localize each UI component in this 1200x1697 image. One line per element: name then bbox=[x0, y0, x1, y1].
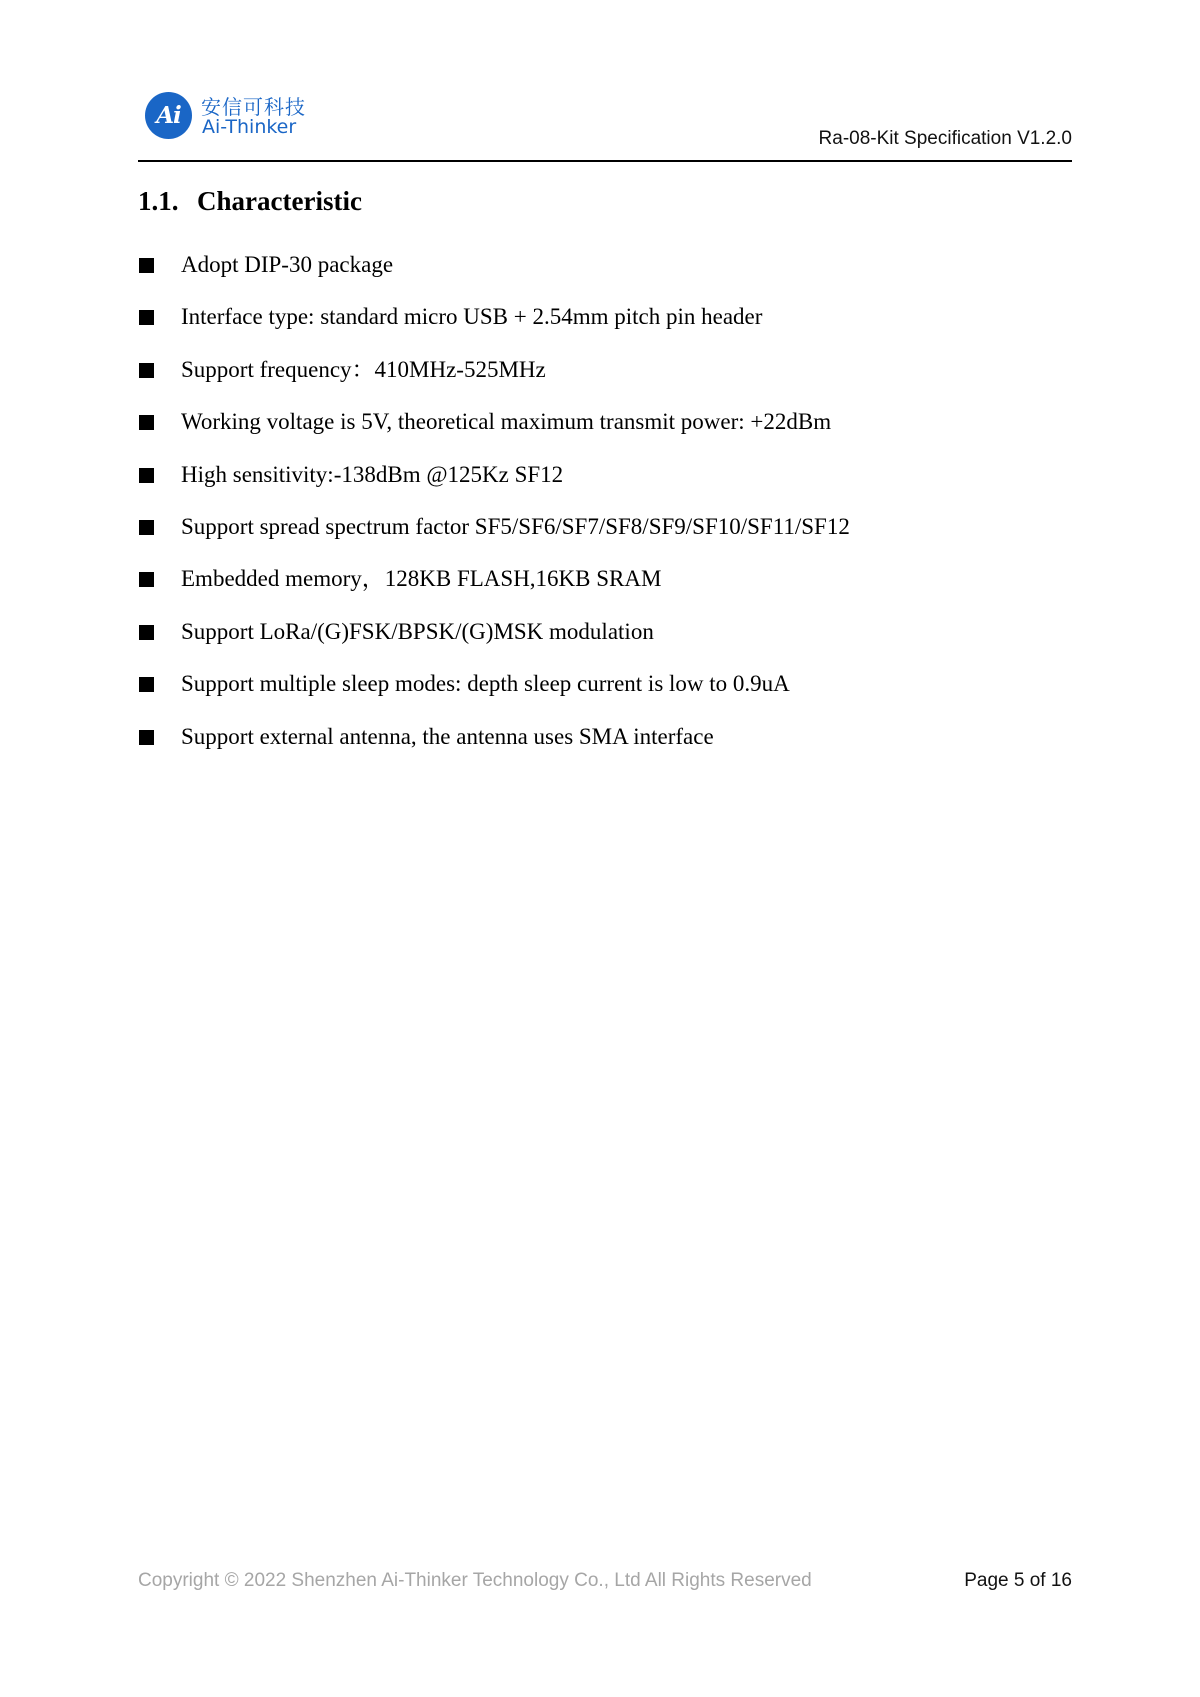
square-bullet-icon bbox=[139, 258, 154, 273]
feature-text: Support spread spectrum factor SF5/SF6/SF7/SF8/SF9/SF10/SF11/SF12 bbox=[181, 513, 850, 539]
feature-item bbox=[138, 407, 1072, 459]
feature-item bbox=[138, 669, 1072, 721]
feature-list bbox=[138, 250, 1072, 774]
feature-text: Interface type: standard micro USB + 2.54mm pitch pin header bbox=[181, 304, 763, 330]
section-title: Characteristic bbox=[197, 186, 362, 216]
logo-mark-icon bbox=[145, 92, 192, 139]
feature-item bbox=[138, 355, 1072, 407]
square-bullet-icon bbox=[139, 625, 154, 640]
square-bullet-icon bbox=[139, 572, 154, 587]
feature-item bbox=[138, 250, 1072, 302]
feature-item bbox=[138, 617, 1072, 669]
copyright-notice: Copyright © 2022 Shenzhen Ai-Thinker Technology Co., Ltd All Rights Reserved bbox=[138, 1570, 812, 1591]
feature-item bbox=[138, 460, 1072, 512]
feature-item bbox=[138, 302, 1072, 354]
square-bullet-icon bbox=[139, 415, 154, 430]
square-bullet-icon bbox=[139, 677, 154, 692]
feature-item bbox=[138, 564, 1072, 616]
page-header bbox=[138, 86, 1072, 162]
feature-item bbox=[138, 722, 1072, 774]
feature-text: High sensitivity:-138dBm @125Kz SF12 bbox=[181, 461, 564, 487]
logo-mark-letters: Ai bbox=[156, 102, 181, 129]
feature-text: Support frequency：410MHz-525MHz bbox=[181, 356, 546, 382]
section-number: 1.1. bbox=[138, 186, 179, 216]
logo-chinese-name: 安信可科技 bbox=[201, 95, 306, 119]
square-bullet-icon bbox=[139, 520, 154, 535]
feature-text: Support external antenna, the antenna uses SMA interface bbox=[181, 723, 714, 749]
section-heading bbox=[138, 186, 362, 217]
page-footer bbox=[138, 1570, 1072, 1598]
feature-text: Support LoRa/(G)FSK/BPSK/(G)MSK modulation bbox=[181, 618, 654, 644]
square-bullet-icon bbox=[139, 468, 154, 483]
square-bullet-icon bbox=[139, 310, 154, 325]
feature-item bbox=[138, 512, 1072, 564]
feature-text: Support multiple sleep modes: depth sleep current is low to 0.9uA bbox=[181, 671, 790, 697]
document-title: Ra-08-Kit Specification V1.2.0 bbox=[818, 128, 1072, 149]
ai-thinker-logo bbox=[145, 90, 325, 144]
logo-english-name: Ai-Thinker bbox=[202, 116, 297, 138]
feature-text: Adopt DIP-30 package bbox=[181, 252, 394, 277]
page-number: Page 5 of 16 bbox=[964, 1570, 1072, 1591]
square-bullet-icon bbox=[139, 730, 154, 745]
square-bullet-icon bbox=[139, 363, 154, 378]
feature-text: Embedded memory，128KB FLASH,16KB SRAM bbox=[181, 566, 662, 592]
feature-text: Working voltage is 5V, theoretical maximum transmit power: +22dBm bbox=[181, 409, 832, 435]
